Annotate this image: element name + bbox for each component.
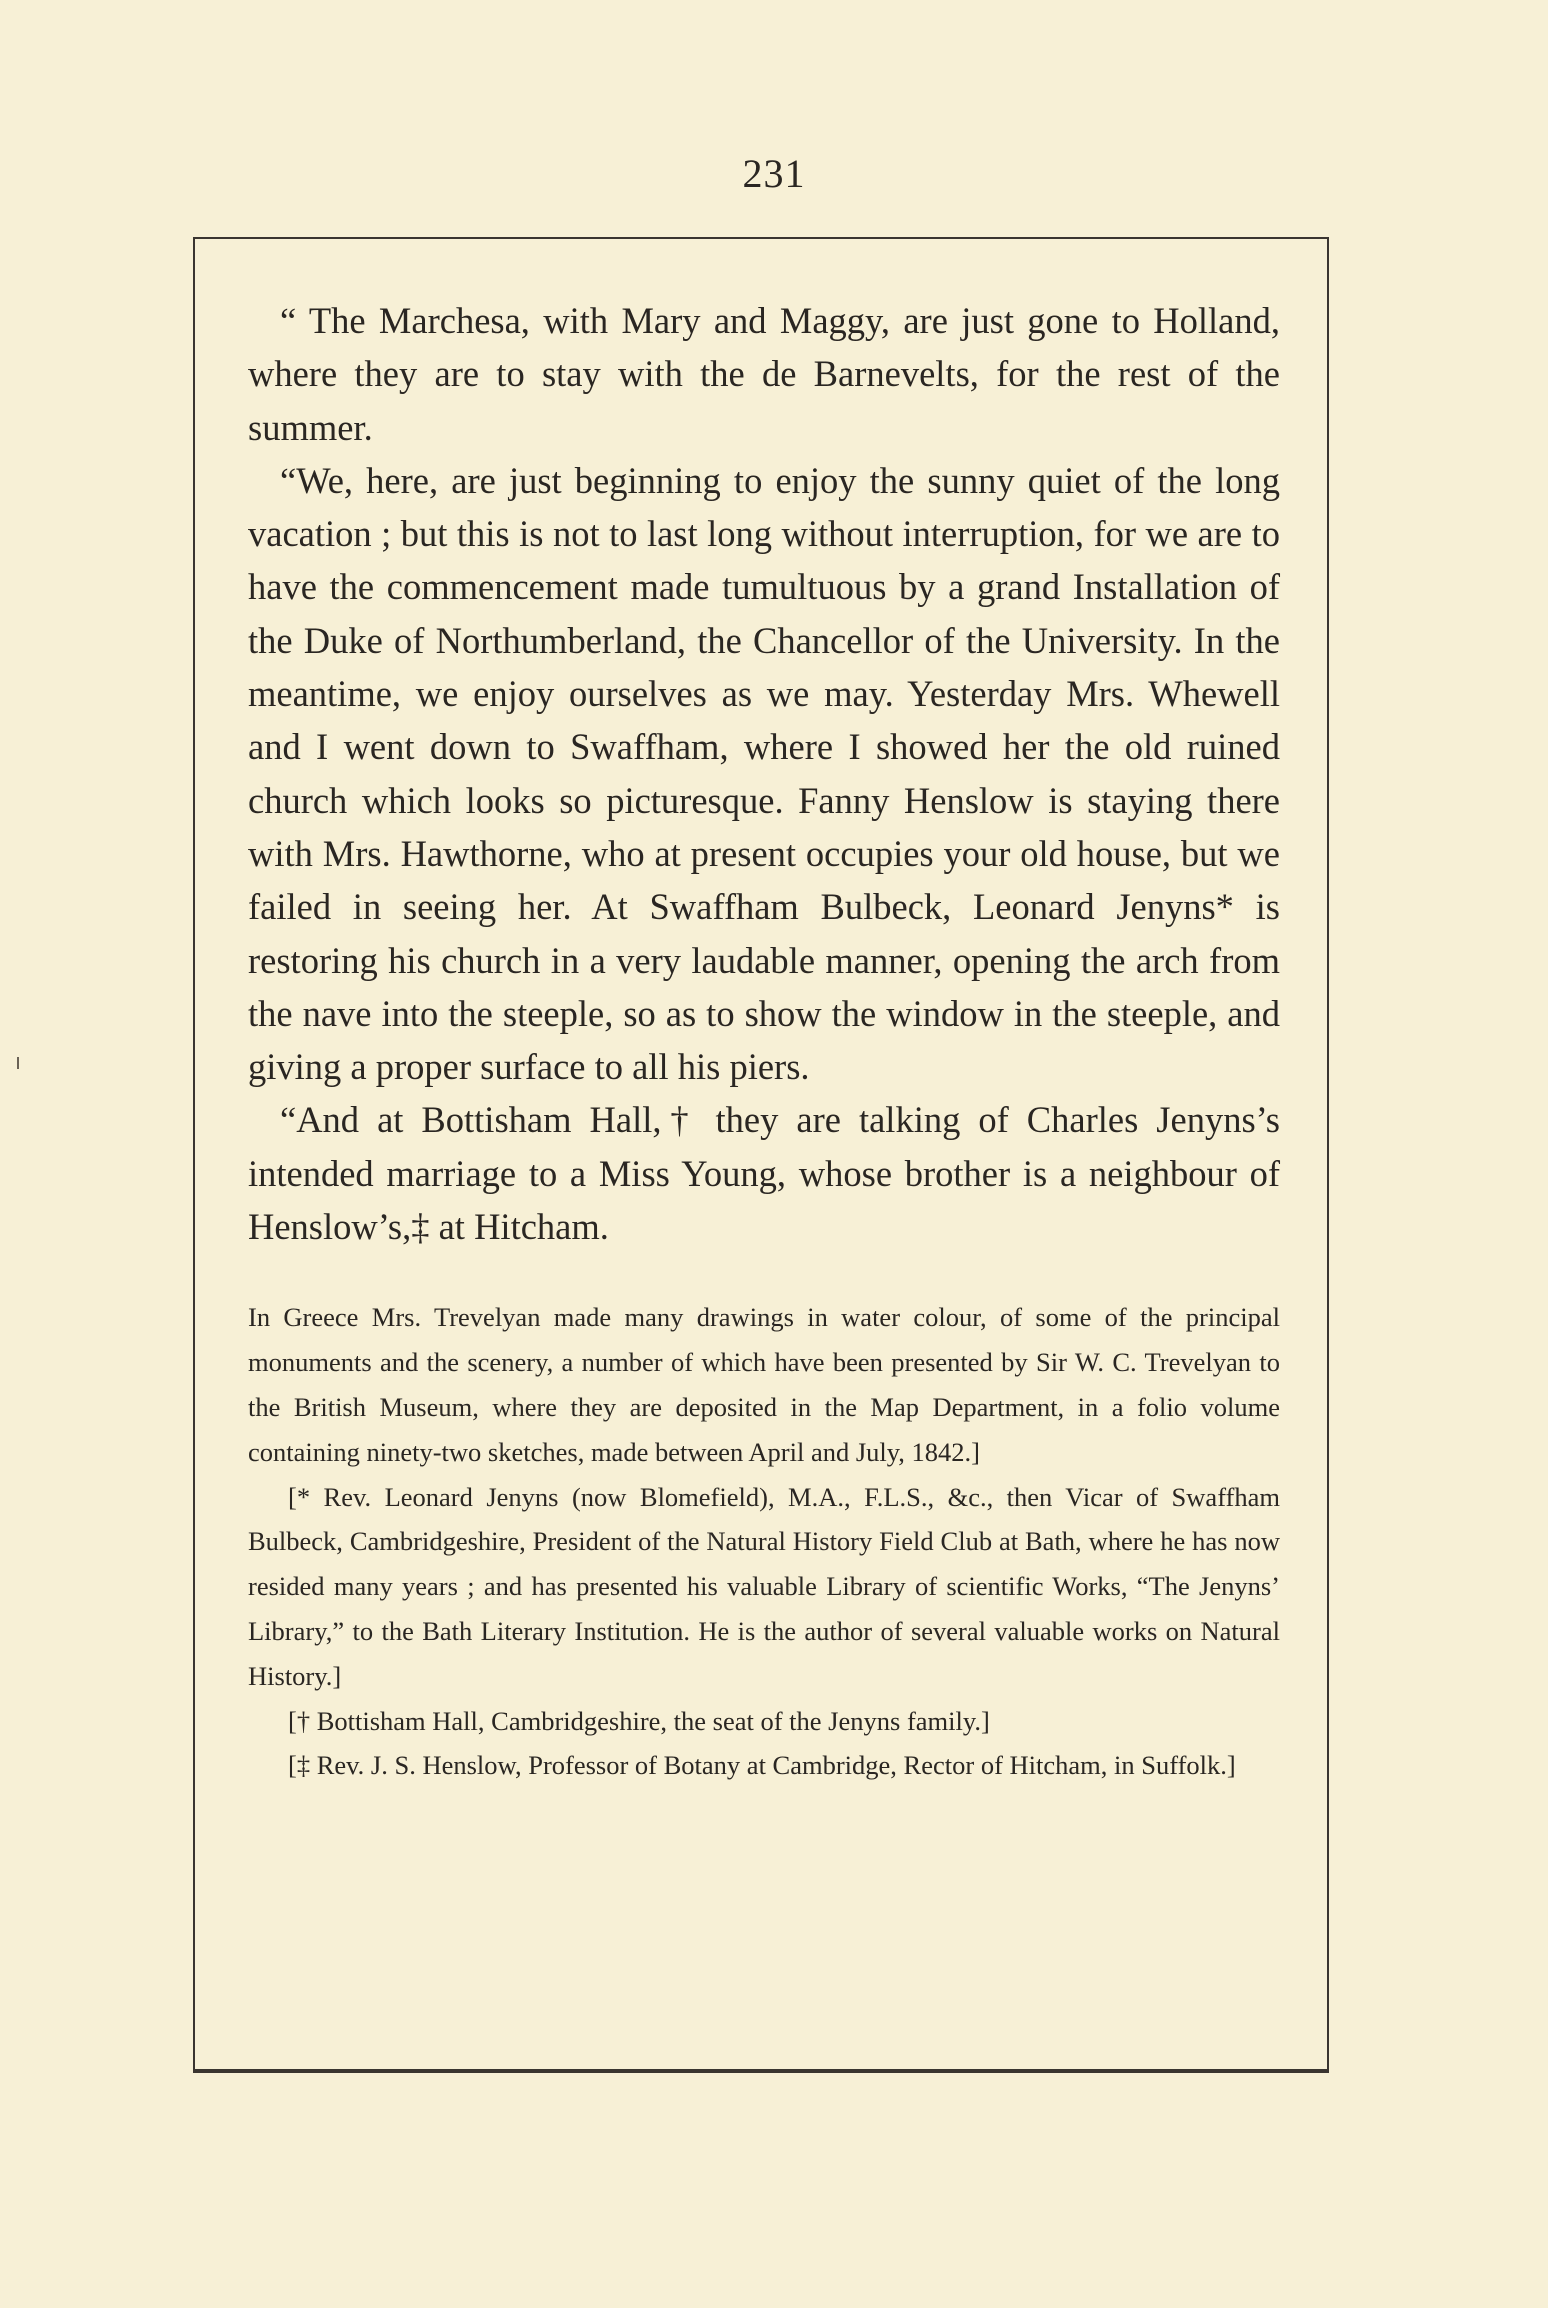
letter-paragraph: “We, here, are just beginning to enjoy the sunny quiet of the long vacation ; but this is not to last long without interruption, for we are to have the commencement made tumultuous by a grand Installation of the Duke of Northumberland, the Chancellor of the University. In the meantime, we enjoy ourselves as we may. Yesterday Mrs. Whewell and I went down to Swaffham, where I showed her the old ruined church which looks so picturesque. Fanny Henslow is staying there with Mrs. Hawthorne, who at present occupies your old house, but we failed in seeing her. At Swaffham Bulbeck, Leonard Jenyns* is restoring his church in a very laudable manner, opening the arch from the nave into the steeple, so as to show the window in the steeple, and giving a proper surface to all his piers. xyxy=(248,459,1280,1088)
letter-paragraph: “ The Marchesa, with Mary and Maggy, are just gone to Holland, where they are to stay with the de Barnevelts, for the rest of the summer. xyxy=(248,300,1280,448)
footnotes xyxy=(248,1295,1280,1788)
footnote-henslow: [‡ Rev. J. S. Henslow, Professor of Botany at Cambridge, Rector of Hitcham, in Suffolk.] xyxy=(288,1750,1236,1781)
footnote-bottisham: [† Bottisham Hall, Cambridgeshire, the seat of the Jenyns family.] xyxy=(288,1705,990,1736)
letter-text xyxy=(248,294,1280,1253)
page-content xyxy=(248,294,1280,1788)
page-number: 231 xyxy=(742,151,806,196)
footnote-jenyns: [* Rev. Leonard Jenyns (now Blomefield), M.A., F.L.S., &c., then Vicar of Swaffham Bulbeck, Cambridgeshire, President of the Natural History Field Club at Bath, where he has now resided many years ; and has presented his valuable Library of scientific Works, “The Jenyns’ Library,” to the Bath Literary Institution. He is the author of several valuable works on Natural History.] xyxy=(248,1481,1280,1691)
letter-paragraph: “And at Bottisham Hall,† they are talking of Charles Jenyns’s intended marriage to a Miss Young, whose brother is a neighbour of Henslow’s,‡ at Hitcham. xyxy=(248,1099,1280,1248)
footnote-continuation: In Greece Mrs. Trevelyan made many drawings in water colour, of some of the principal monuments and the scenery, a number of which have been presented by Sir W. C. Trevelyan to the British Museum, where they are deposited in the Map Department, in a folio volume containing ninety-two sketches, made between April and July, 1842.] xyxy=(248,1302,1280,1467)
margin-mark xyxy=(17,1057,19,1069)
